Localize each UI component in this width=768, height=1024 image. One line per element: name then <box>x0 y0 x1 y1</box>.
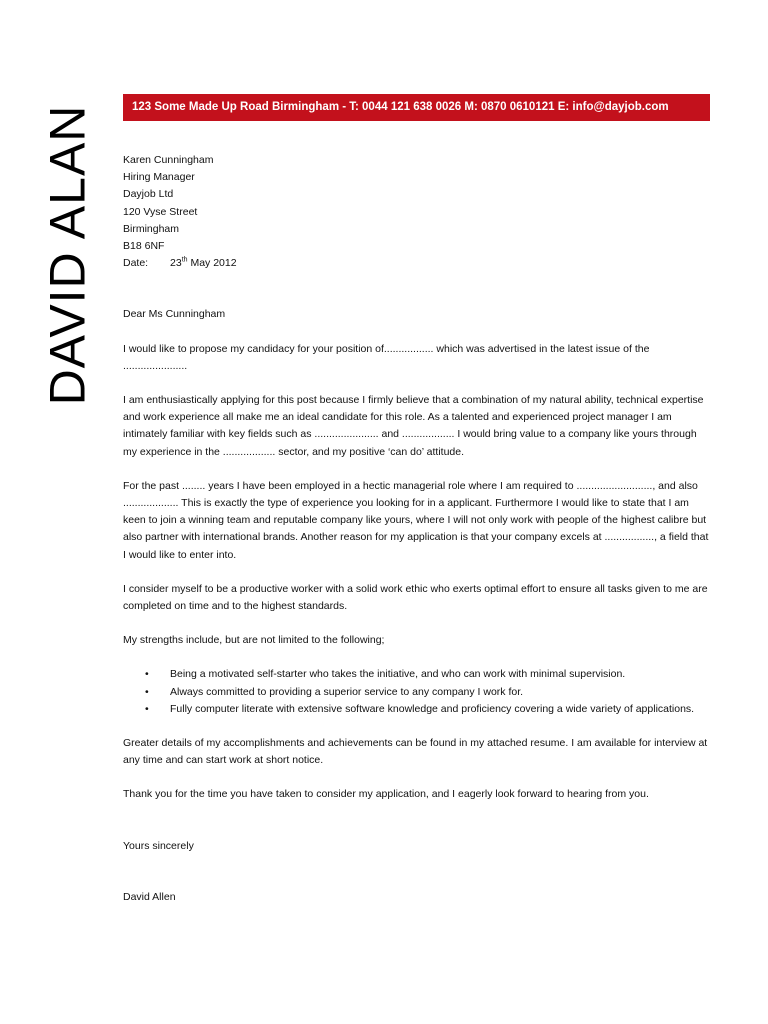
bullet-icon: • <box>145 702 149 715</box>
strength-text: Being a motivated self-starter who takes the initiative, and who can work with minimal supervision. <box>170 668 626 681</box>
recipient-city: Birmingham <box>123 222 180 235</box>
spacer <box>123 289 713 306</box>
spacer <box>123 872 713 889</box>
strength-text: Fully computer literate with extensive software knowledge and proficiency covering a wide variety of applications. <box>170 702 695 715</box>
spacer <box>123 804 713 821</box>
sender-name-vertical <box>39 90 96 420</box>
letter-body <box>123 152 713 906</box>
paragraph-work-ethic: I consider myself to be a productive worker with a solid work ethic who exerts optimal effort to ensure all tasks given to me are completed on time and to the highest standards. <box>123 582 708 613</box>
strengths-list <box>123 666 713 718</box>
closing: Yours sincerely <box>123 839 194 852</box>
signature: David Allen <box>123 890 176 903</box>
spacer <box>123 461 713 478</box>
recipient-street: 120 Vyse Street <box>123 205 198 218</box>
date-day: 23 <box>170 257 182 270</box>
recipient-title: Hiring Manager <box>123 171 195 184</box>
contact-bar: 123 Some Made Up Road Birmingham - T: 0044 121 638 0026 M: 0870 0610121 E: info@dayjob.com <box>123 94 710 121</box>
spacer <box>123 272 713 289</box>
paragraph-thanks: Thank you for the time you have taken to consider my application, and I eagerly look forward to hearing from you. <box>123 788 649 801</box>
list-item <box>123 701 713 718</box>
bullet-icon: • <box>145 668 149 681</box>
date-rest: May 2012 <box>187 257 237 270</box>
spacer <box>123 718 713 735</box>
spacer <box>123 324 713 341</box>
spacer <box>123 615 713 632</box>
list-item <box>123 684 713 701</box>
date-suffix: th <box>181 256 188 264</box>
recipient-postcode: B18 6NF <box>123 240 165 253</box>
spacer <box>123 564 713 581</box>
spacer <box>123 821 713 838</box>
paragraph-strengths-intro: My strengths include, but are not limited to the following; <box>123 634 385 647</box>
date-line <box>123 255 713 272</box>
spacer <box>123 375 713 392</box>
list-item <box>123 666 713 683</box>
spacer <box>123 649 713 666</box>
salutation: Dear Ms Cunningham <box>123 308 226 321</box>
paragraph-details: Greater details of my accomplishments and achievements can be found in my attached resume. I am available for interview at any time and can start work at short notice. <box>123 737 708 767</box>
recipient-address <box>123 152 713 255</box>
paragraph-intro: I would like to propose my candidacy for your position of................. which was advertised in the latest issue of the ...................... <box>123 342 650 372</box>
bullet-icon: • <box>145 685 149 698</box>
paragraph-enthusiasm: I am enthusiastically applying for this post because I firmly believe that a combination of my natural ability, technical expertise and work experience all make me an ideal candidate for this role. As a talented and experienced project manager I am intimately familiar with key fields such as ...................... and .................. I would bring value to a company like yours through my experience in the .................. sector, and my positive ‘can do’ attitude. <box>123 394 704 458</box>
date-label: Date: <box>123 257 149 270</box>
paragraph-experience: For the past ........ years I have been employed in a hectic managerial role where I am required to .........................., and also ................... This is exactly the type of experience you looking for in a applicant. Furthermore I would like to state that I am keen to join a winning team and reputable company like yours, where I will not only work with people of the highest calibre but also partner with international brands. Another reason for my application is that your company excels at ................., a field that I would like to enter into. <box>123 479 709 561</box>
spacer <box>123 855 713 872</box>
strength-text: Always committed to providing a superior service to any company I work for. <box>170 685 524 698</box>
recipient-company: Dayjob Ltd <box>123 188 174 201</box>
recipient-name: Karen Cunningham <box>123 154 214 166</box>
spacer <box>123 769 713 786</box>
sender-name-text: DAVID ALAN <box>39 104 96 406</box>
